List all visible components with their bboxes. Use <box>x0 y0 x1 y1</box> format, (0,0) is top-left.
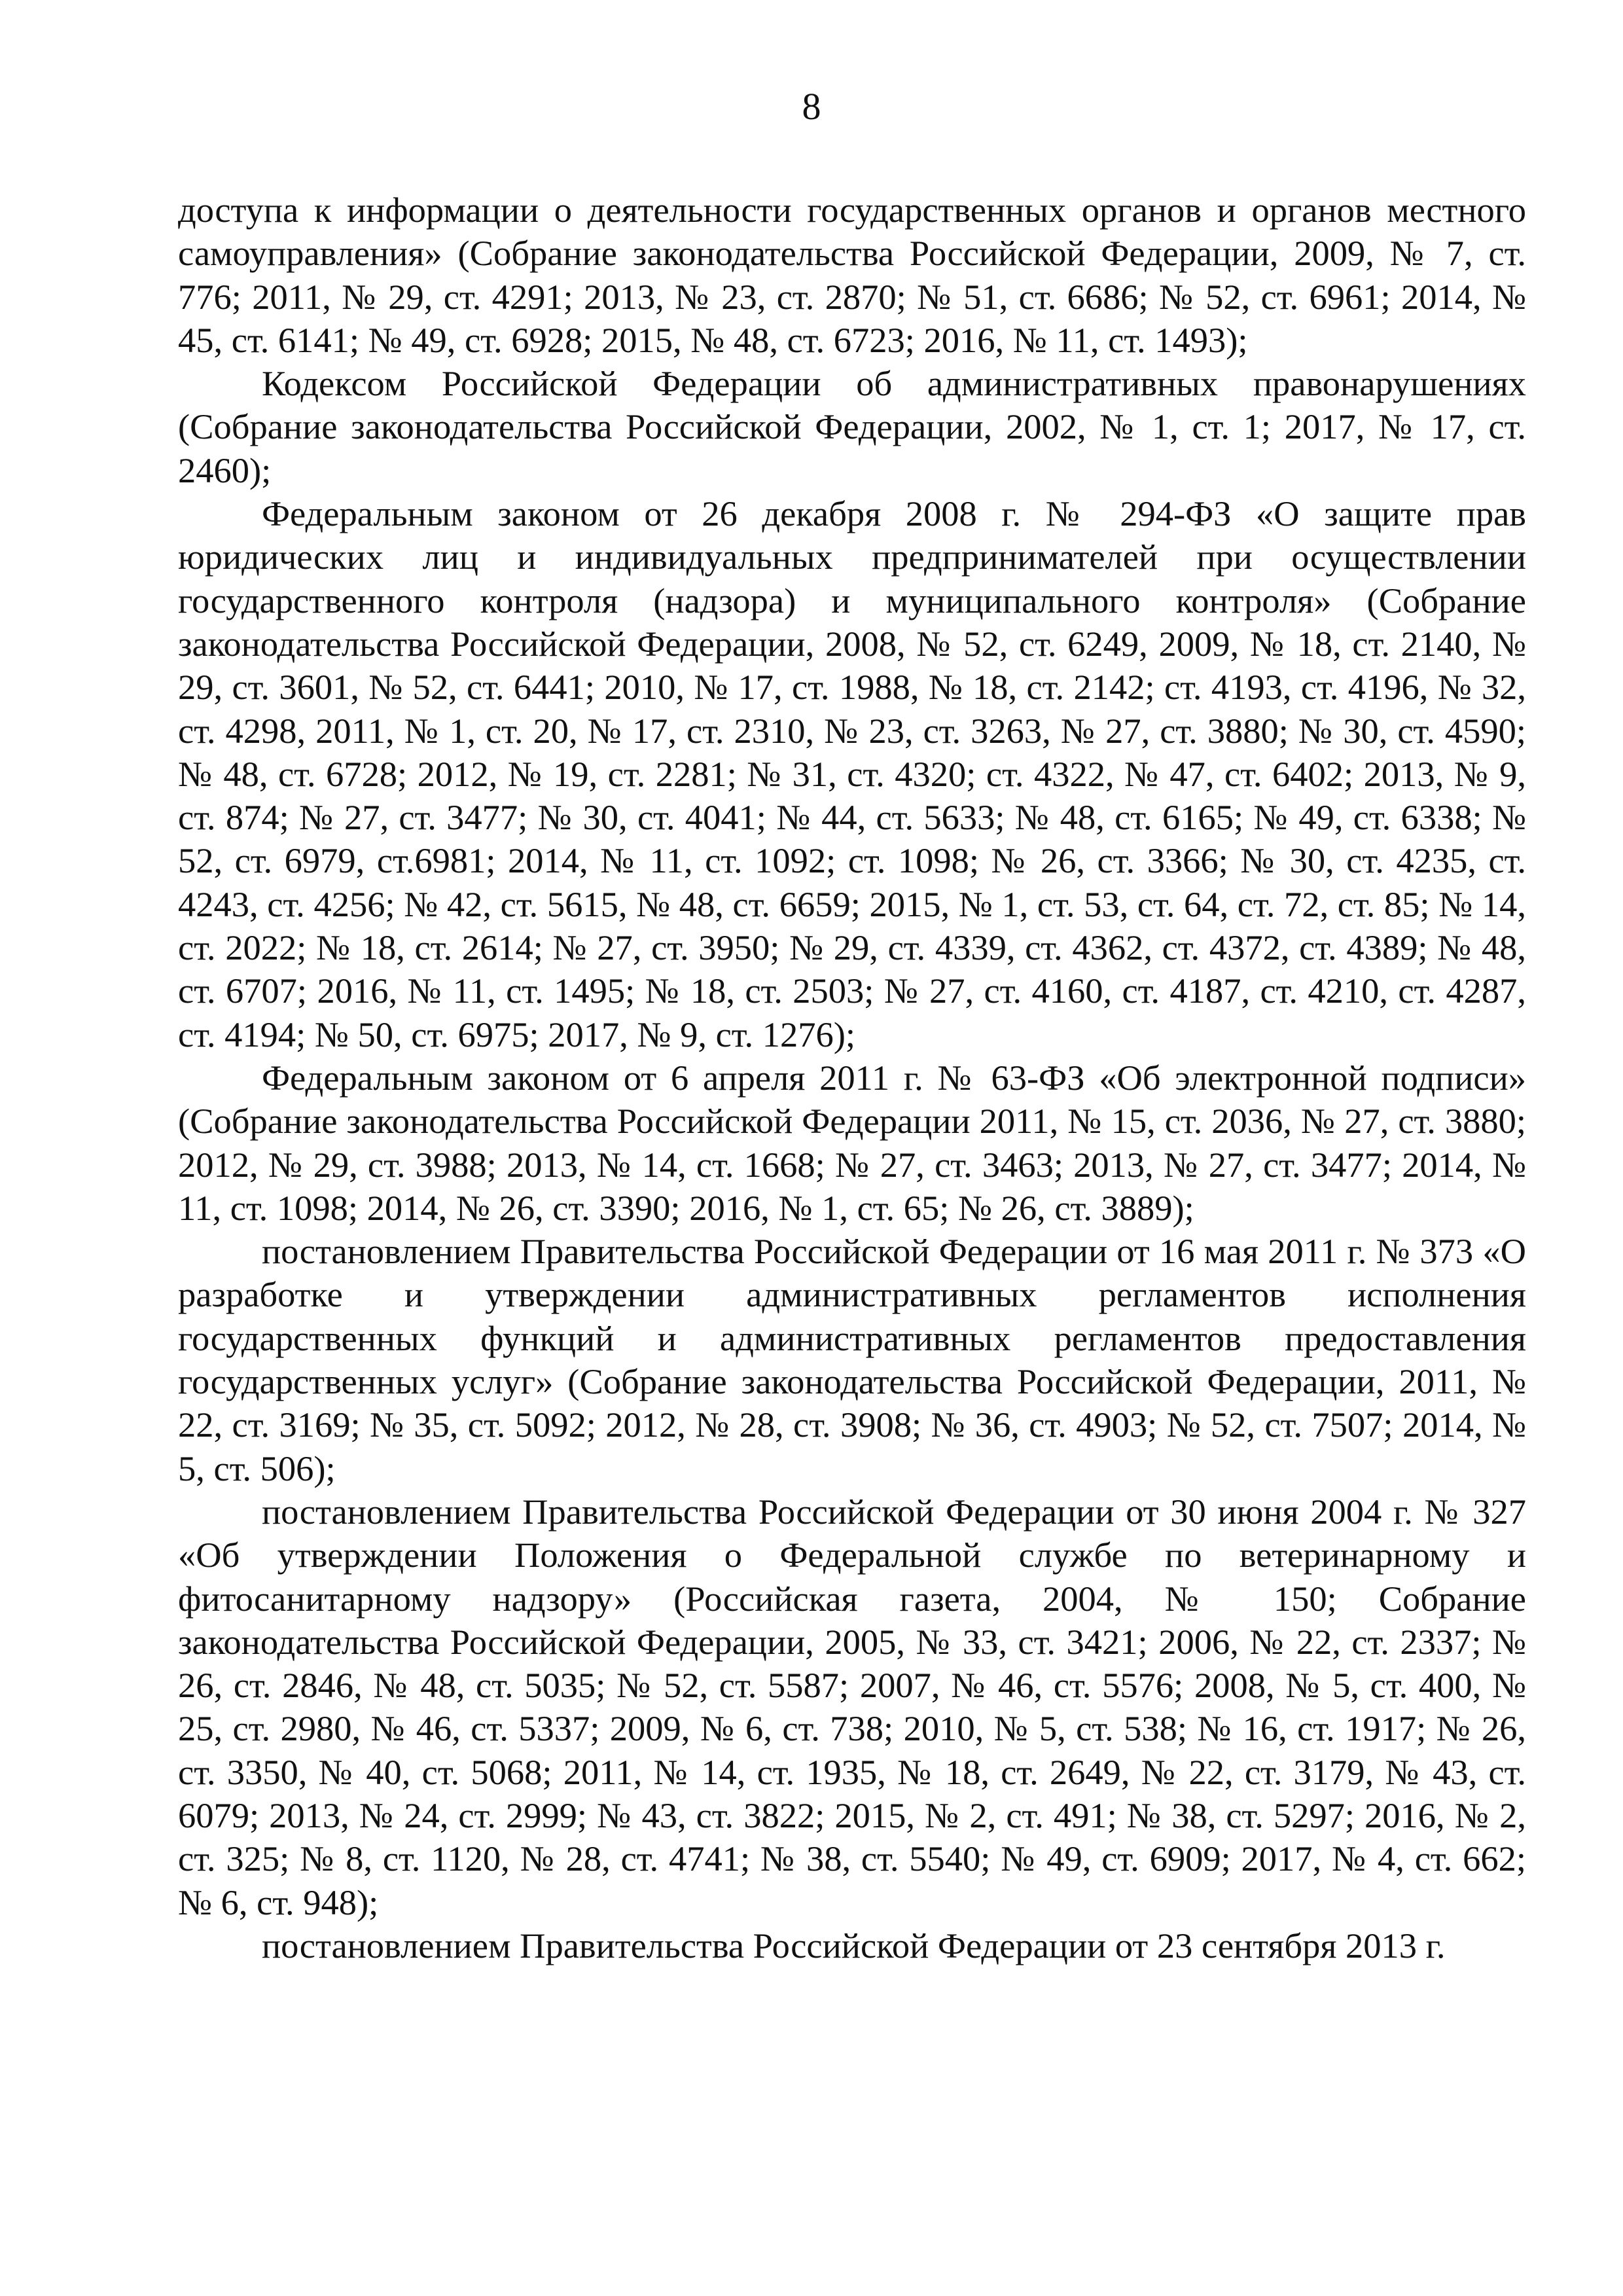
document-body <box>178 188 1526 1967</box>
paragraph-federal-law-294: Федеральным законом от 26 декабря 2008 г. № 294-ФЗ «О защите прав юридических лиц и индивидуальных предпринимателей при осуществлении государственного контроля (надзора) и муниципального контроля» (Собрание законодательства Российской Федерации, 2008, № 52, ст. 6249, 2009, № 18, ст. 2140, № 29, ст. 3601, № 52, ст. 6441; 2010, № 17, ст. 1988, № 18, ст. 2142; ст. 4193, ст. 4196, № 32, ст. 4298, 2011, № 1, ст. 20, № 17, ст. 2310, № 23, ст. 3263, № 27, ст. 3880; № 30, ст. 4590; № 48, ст. 6728; 2012, № 19, ст. 2281; № 31, ст. 4320; ст. 4322, № 47, ст. 6402; 2013, № 9, ст. 874; № 27, ст. 3477; № 30, ст. 4041; № 44, ст. 5633; № 48, ст. 6165; № 49, ст. 6338; № 52, ст. 6979, ст.6981; 2014, № 11, ст. 1092; ст. 1098; № 26, ст. 3366; № 30, ст. 4235, ст. 4243, ст. 4256; № 42, ст. 5615, № 48, ст. 6659; 2015, № 1, ст. 53, ст. 64, ст. 72, ст. 85; № 14, ст. 2022; № 18, ст. 2614; № 27, ст. 3950; № 29, ст. 4339, ст. 4362, ст. 4372, ст. 4389; № 48, ст. 6707; 2016, № 11, ст. 1495; № 18, ст. 2503; № 27, ст. 4160, ст. 4187, ст. 4210, ст. 4287, ст. 4194; № 50, ст. 6975; 2017, № 9, ст. 1276); <box>178 493 1526 1054</box>
paragraph-administrative-code: Кодексом Российской Федерации об административных правонарушениях (Собрание законодательства Российской Федерации, 2002, № 1, ст. 1; 2017, № 17, ст. 2460); <box>178 363 1526 490</box>
paragraph-government-decree-2013: постановлением Правительства Российской Федерации от 23 сентября 2013 г. <box>262 1925 1446 1965</box>
paragraph-access-to-information-law: доступа к информации о деятельности государственных органов и органов местного самоуправления» (Собрание законодательства Российской Федерации, 2009, № 7, ст. 776; 2011, № 29, ст. 4291; 2013, № 23, ст. 2870; № 51, ст. 6686; № 52, ст. 6961; 2014, № 45, ст. 6141; № 49, ст. 6928; 2015, № 48, ст. 6723; 2016, № 11, ст. 1493); <box>178 190 1526 360</box>
paragraph-government-decree-373: постановлением Правительства Российской Федерации от 16 мая 2011 г. № 373 «О разработке и утверждении административных регламентов исполнения государственных функций и административных регламентов предоставления государственных услуг» (Собрание законодательства Российской Федерации, 2011, № 22, ст. 3169; № 35, ст. 5092; 2012, № 28, ст. 3908; № 36, ст. 4903; № 52, ст. 7507; 2014, № 5, ст. 506); <box>178 1231 1526 1488</box>
page-number: 8 <box>802 85 821 128</box>
paragraph-government-decree-327: постановлением Правительства Российской Федерации от 30 июня 2004 г. № 327 «Об утверждении Положения о Федеральной службе по ветеринарному и фитосанитарному надзору» (Российская газета, 2004, № 150; Собрание законодательства Российской Федерации, 2005, № 33, ст. 3421; 2006, № 22, ст. 2337; № 26, ст. 2846, № 48, ст. 5035; № 52, ст. 5587; 2007, № 46, ст. 5576; 2008, № 5, ст. 400, № 25, ст. 2980, № 46, ст. 5337; 2009, № 6, ст. 738; 2010, № 5, ст. 538; № 16, ст. 1917; № 26, ст. 3350, № 40, ст. 5068; 2011, № 14, ст. 1935, № 18, ст. 2649, № 22, ст. 3179, № 43, ст. 6079; 2013, № 24, ст. 2999; № 43, ст. 3822; 2015, № 2, ст. 491; № 38, ст. 5297; 2016, № 2, ст. 325; № 8, ст. 1120, № 28, ст. 4741; № 38, ст. 5540; № 49, ст. 6909; 2017, № 4, ст. 662; № 6, ст. 948); <box>178 1491 1526 1922</box>
paragraph-federal-law-63: Федеральным законом от 6 апреля 2011 г. № 63-ФЗ «Об электронной подписи» (Собрание законодательства Российской Федерации 2011, № 15, ст. 2036, № 27, ст. 3880; 2012, № 29, ст. 3988; 2013, № 14, ст. 1668; № 27, ст. 3463; 2013, № 27, ст. 3477; 2014, № 11, ст. 1098; 2014, № 26, ст. 3390; 2016, № 1, ст. 65; № 26, ст. 3889); <box>178 1057 1526 1228</box>
